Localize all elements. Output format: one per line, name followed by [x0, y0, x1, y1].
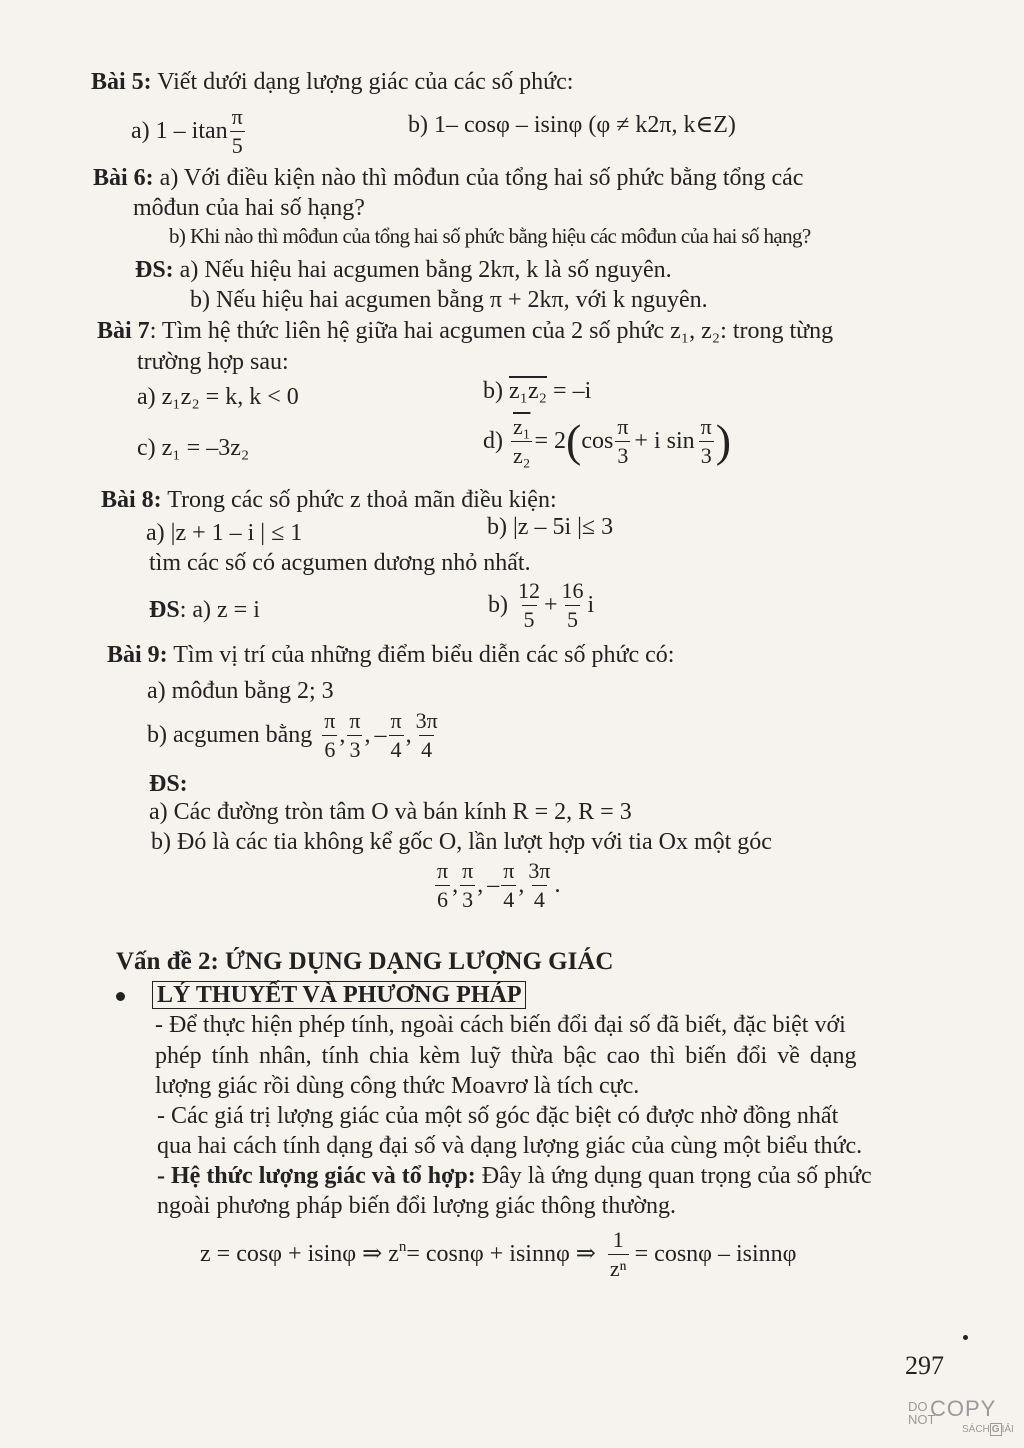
numerator: 3π [415, 707, 438, 733]
numerator: 3π [528, 857, 551, 883]
denominator: 4 [390, 736, 402, 762]
watermark [908, 1396, 1014, 1440]
para3-line1 [157, 1161, 872, 1191]
bai9-heading [107, 640, 674, 670]
denominator: 3 [700, 442, 712, 468]
formula-exponent: n [398, 1239, 407, 1255]
formula-left: z = cosφ + isinφ ⇒ z [200, 1241, 399, 1267]
denominator: 3 [462, 886, 474, 912]
watermark-copy: COPY [930, 1396, 997, 1421]
bai7-d-cos: cos [581, 428, 614, 454]
bai6-ds-b: b) Nếu hiệu hai acgumen bằng π + 2kπ, với k nguyên. [190, 287, 708, 313]
theory-heading [152, 980, 526, 1010]
bai8-ds-a [149, 595, 260, 625]
numerator: π [700, 413, 712, 439]
dot-mark [963, 1335, 968, 1340]
denominator: 5 [231, 132, 243, 158]
imaginary-unit: i [587, 592, 595, 618]
formula-mid: = cosnφ + isinnφ ⇒ [406, 1241, 596, 1267]
bai6-b: b) Khi nào thì môđun của tổng hai số phức bằng hiệu các môđun của hai số hạng? [169, 224, 811, 248]
watermark-not: NOT [908, 1412, 936, 1427]
bai6-a-line1: a) Với điều kiện nào thì môđun của tổng hai số phức bằng tổng các [159, 165, 804, 191]
bai7-b-expr: z₁z₂ [509, 378, 548, 404]
bai7-line2: trường hợp sau: [137, 349, 289, 375]
denominator: 6 [324, 736, 336, 762]
bai5-heading [91, 67, 573, 97]
comma: , [364, 722, 371, 748]
bai8-b: b) |z – 5i |≤ 3 [487, 514, 614, 540]
angle-fraction [347, 707, 362, 762]
denominator: 5 [567, 606, 579, 632]
bai5-a-prefix: a) 1 – itan [131, 118, 228, 144]
bai5-text: Viết dưới dạng lượng giác của các số phức: [157, 69, 574, 95]
para1-line1: - Để thực hiện phép tính, ngoài cách biến đổi đại số đã biết, đặc biệt với [155, 1012, 846, 1038]
bai7-b-prefix: b) [483, 378, 503, 404]
sign: – [374, 722, 387, 748]
numerator: π [231, 103, 243, 129]
angle-fraction [501, 857, 516, 912]
bai9-label: Bài 9: [107, 642, 168, 668]
bai7-label: Bài 7 [97, 318, 150, 344]
bai7-line1-text: : Tìm hệ thức liên hệ giữa hai acgumen của 2 số phức z₁, z₂: trong từng [149, 318, 834, 344]
bullet-icon [116, 992, 125, 1001]
denominator: 3 [617, 442, 629, 468]
bai9-ds-label: ĐS: [149, 771, 188, 797]
denominator: 6 [437, 886, 449, 912]
watermark-sach: SÁCH [962, 1424, 990, 1435]
watermark-g-box: G [991, 1424, 1000, 1435]
section-title: Vấn đề 2: ỨNG DỤNG DẠNG LƯỢNG GIÁC [116, 948, 614, 975]
bai8-a: a) |z + 1 – i | ≤ 1 [146, 520, 303, 546]
bai8-line3: tìm các số có acgumen dương nhỏ nhất. [149, 550, 531, 576]
numerator: π [437, 857, 449, 883]
ds-b-fraction-2 [560, 577, 586, 632]
bai9-b-prefix: b) acgumen bằng [147, 722, 313, 748]
bai5-part-a [131, 104, 247, 158]
denominator: 4 [503, 886, 515, 912]
angle-fraction [526, 857, 552, 912]
ds-label: ĐS: [135, 257, 174, 283]
angle-fraction [435, 857, 450, 912]
numerator: π [617, 413, 629, 439]
bai7-line1 [97, 316, 833, 346]
ds-a-text: a) Nếu hiệu hai acgumen bằng 2kπ, k là số nguyên. [179, 257, 672, 283]
bai7-b [483, 376, 591, 406]
formula-fraction [608, 1226, 629, 1281]
left-paren: ( [565, 415, 582, 466]
bai7-b-suffix: = –i [547, 378, 592, 404]
bai5-label: Bài 5: [91, 69, 152, 95]
bai6-label: Bài 6: [93, 165, 154, 191]
denominator: zⁿ [609, 1255, 627, 1281]
plus-sign: + [544, 592, 558, 618]
angle-fraction [414, 707, 440, 762]
para2-line2: qua hai cách tính dạng đại số và dạng lượng giác của cùng một biểu thức. [157, 1133, 863, 1159]
bai7-d-plus-isin: + i sin [634, 428, 695, 454]
numerator: 12 [518, 577, 540, 603]
watermark-do: DO [908, 1399, 928, 1414]
watermark-iai: IẢI [1001, 1424, 1014, 1435]
bai7-d-fraction [511, 413, 532, 468]
para1-line2: phép tính nhân, tính chia kèm luỹ thừa bậc cao thì biến đổi về dạng [155, 1043, 857, 1069]
bai7-d [483, 410, 731, 472]
demoivre-formula [200, 1225, 797, 1283]
ds-b-prefix: b) [488, 592, 508, 618]
denominator: 3 [349, 736, 361, 762]
bai7-d-prefix: d) [483, 428, 503, 454]
numerator: 16 [561, 577, 584, 603]
comma: , [405, 722, 412, 748]
denominator: z₂ [513, 442, 531, 468]
denominator: 4 [533, 886, 545, 912]
bai6-a-line2: môđun của hai số hạng? [133, 195, 365, 221]
comma: , [452, 872, 459, 898]
numerator: π [349, 707, 361, 733]
para3-rest: Đây là ứng dụng quan trọng của số phức [475, 1163, 872, 1189]
page-number: 297 [905, 1351, 944, 1380]
denominator: 5 [523, 606, 535, 632]
comma: , [518, 872, 525, 898]
ds-b-fraction-1 [516, 577, 542, 632]
bai9-text: Tìm vị trí của những điểm biểu diễn các số phức có: [173, 642, 675, 668]
bai9-ds-angles [433, 856, 560, 914]
bai8-label: Bài 8: [101, 487, 162, 513]
denominator: 4 [421, 736, 433, 762]
angle-fraction [389, 707, 404, 762]
numerator: π [324, 707, 336, 733]
comma: , [477, 872, 484, 898]
right-paren: ) [715, 415, 732, 466]
period: . [554, 872, 561, 898]
para3-bold: - Hệ thức lượng giác và tổ hợp: [157, 1163, 476, 1189]
bai9-a: a) môđun bằng 2; 3 [147, 678, 334, 704]
bai7-c: c) z₁ = –3z₂ [137, 435, 250, 461]
numerator: π [503, 857, 515, 883]
para3-line2: ngoài phương pháp biến đổi lượng giác thông thường. [157, 1193, 677, 1219]
bai5-a-fraction [230, 103, 245, 158]
watermark-sachgiai [962, 1425, 1014, 1435]
angle-fraction [322, 707, 337, 762]
para2-line1: - Các giá trị lượng giác của một số góc đặc biệt có được nhờ đồng nhất [157, 1103, 839, 1129]
theory-heading-text: LÝ THUYẾT VÀ PHƯƠNG PHÁP [152, 981, 526, 1009]
sign: – [487, 872, 500, 898]
formula-right: = cosnφ – isinnφ [634, 1241, 797, 1267]
bai7-d-eq: = 2 [534, 428, 566, 454]
bai9-ds-b: b) Đó là các tia không kể gốc O, lần lượt hợp với tia Ox một góc [151, 829, 772, 855]
numerator: π [390, 707, 402, 733]
bai5-part-b: b) 1– cosφ – isinφ (φ ≠ k2π, k∈Z) [408, 112, 736, 138]
ds-a-text: : a) z = i [179, 597, 260, 623]
comma: , [339, 722, 346, 748]
bai9-b [147, 706, 442, 764]
numerator: 1 [612, 1226, 624, 1252]
bai6-line1 [93, 163, 803, 193]
bai6-ds-a [135, 255, 672, 285]
bai7-d-cos-frac [615, 413, 630, 468]
bai7-d-sin-frac [699, 413, 714, 468]
angle-fraction [460, 857, 475, 912]
bai8-heading [101, 485, 557, 515]
para1-line3: lượng giác rồi dùng công thức Moavrơ là tích cực. [155, 1073, 640, 1099]
bai7-a: a) z₁z₂ = k, k < 0 [137, 384, 299, 410]
numerator: z₁ [513, 413, 531, 439]
numerator: π [462, 857, 474, 883]
ds-label: ĐS [149, 597, 180, 623]
bai9-ds-a: a) Các đường tròn tâm O và bán kính R = 2, R = 3 [149, 799, 632, 825]
bai8-text: Trong các số phức z thoả mãn điều kiện: [167, 487, 557, 513]
bai8-ds-b [488, 575, 594, 635]
